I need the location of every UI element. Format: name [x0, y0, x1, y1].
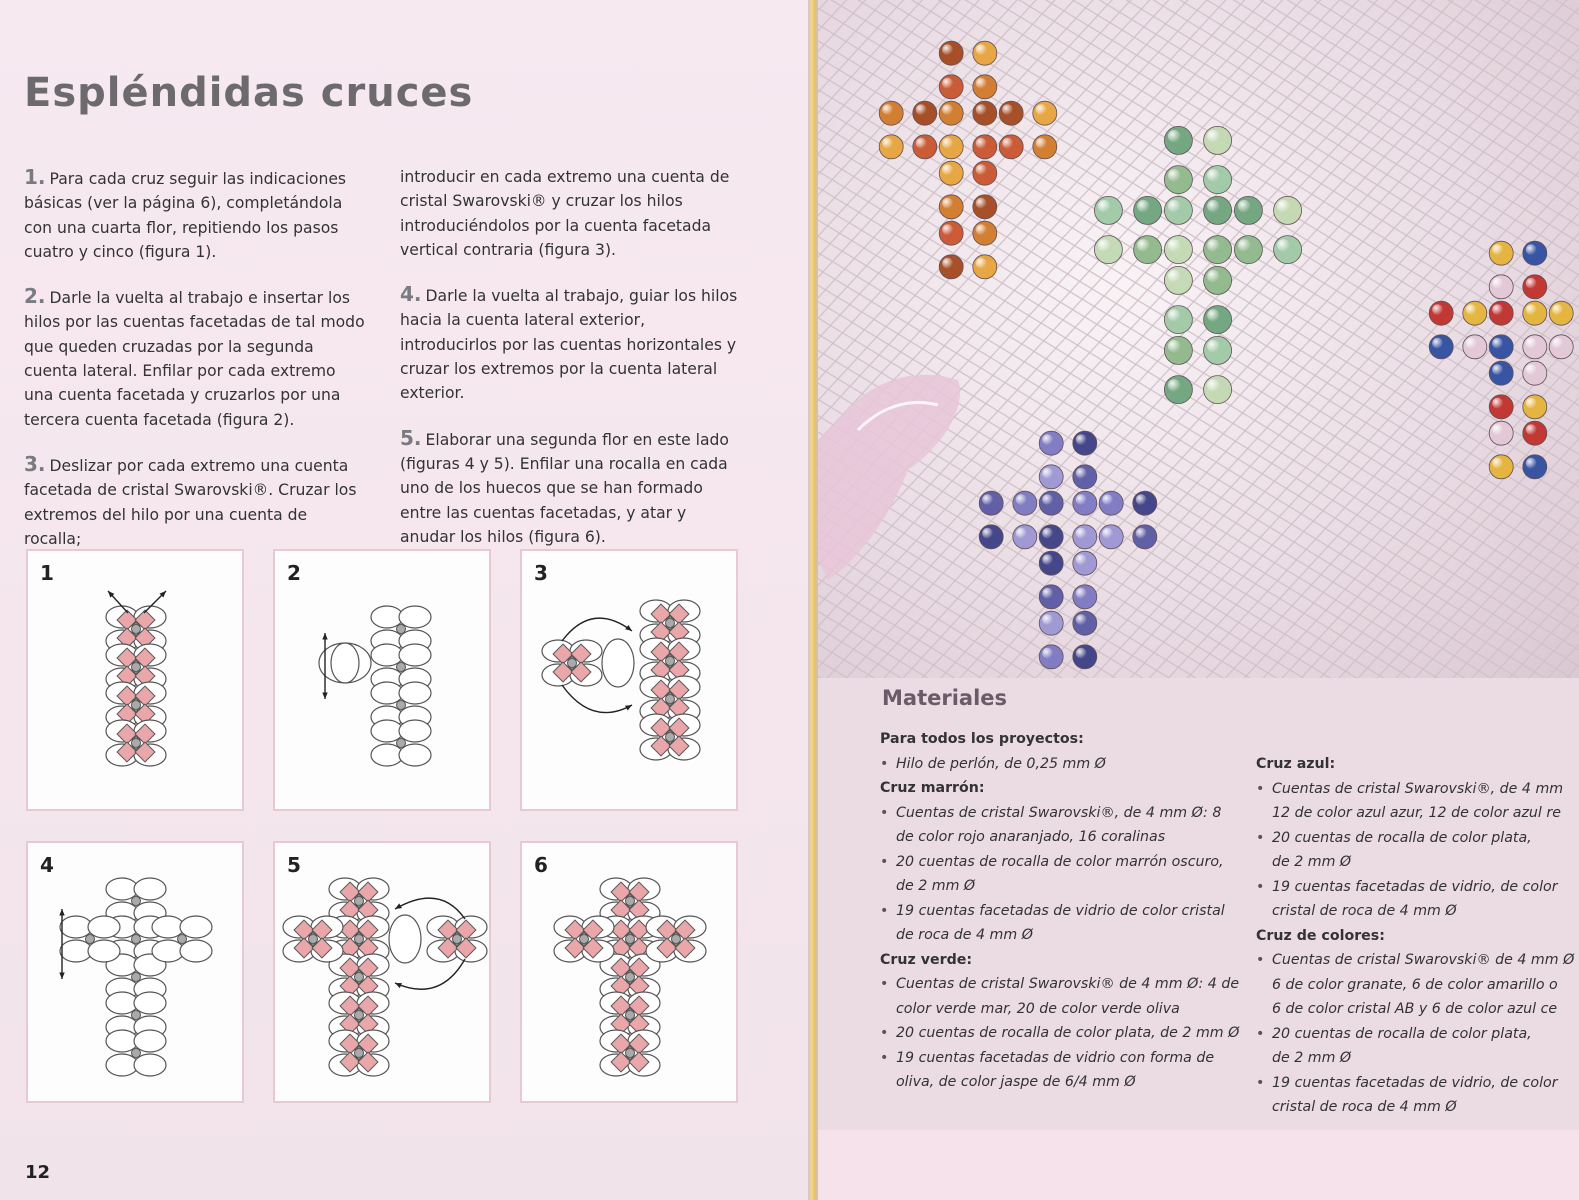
arrow-head [322, 693, 327, 699]
materials-title: Materiales [882, 686, 1008, 710]
beaded-crosses-photo [818, 0, 1579, 705]
bead-glint [1466, 338, 1477, 349]
seed-bead [397, 663, 406, 672]
bead-ring [134, 878, 166, 900]
seed-bead [580, 935, 589, 944]
bead-ring [371, 682, 403, 704]
blue-cross-heading: Cruz azul: [1256, 756, 1336, 772]
bead-glint [1168, 200, 1181, 213]
bead-glint [1016, 528, 1027, 539]
bead-glint [976, 104, 987, 115]
seed-bead [178, 935, 187, 944]
bead-glint [976, 258, 987, 269]
bead-ring [106, 1030, 138, 1052]
material-item-continued: de 2 mm Ø [1272, 1050, 1352, 1066]
bead-glint [1136, 528, 1147, 539]
material-item: • Cuentas de cristal Swarovski®, de 4 mm Ø: 8 de color rojo anaranjado, 16 coralinas [880, 801, 1240, 850]
bead-glint [1492, 338, 1503, 349]
bead-glint [1168, 309, 1181, 322]
bead-ring [371, 606, 403, 628]
figure-4-diagram [28, 843, 246, 1105]
step-1: 1. Para cada cruz seguir las indicaciones básicas (ver la página 6), completándola con una cuarta flor, repitiendo los pasos cuatro y cinco (figura 1). [24, 165, 347, 261]
seed-bead [672, 935, 681, 944]
bead-glint [1526, 424, 1537, 435]
bead-glint [1526, 458, 1537, 469]
bead-glint [1526, 364, 1537, 375]
book-spine [808, 0, 818, 1200]
bead-glint [1207, 270, 1220, 283]
seed-bead [309, 935, 318, 944]
photo-illustration [818, 0, 1579, 705]
seed-bead [132, 663, 141, 672]
bead-ring [180, 916, 212, 938]
seed-bead [132, 1011, 141, 1020]
step-4: 4. Darle la vuelta al trabajo, guiar los hilos hacia la cuenta lateral exterior, introducirlos por las cuentas horizontales y cruzar los extremos por la cuenta lateral exterior. [400, 282, 738, 403]
bead-glint [1076, 494, 1087, 505]
bead-glint [1238, 239, 1251, 252]
step-2: 2. Darle la vuelta al trabajo e insertar los hilos por las cuentas facetadas de tal modo que queden cruzadas por la segunda cuenta lateral. Enfilar por cada extremo una cuenta facetada y cruzarlos por una tercera cuenta facetada (figura 2). [24, 284, 365, 429]
material-item: • 19 cuentas facetadas de vidrio de color cristal de roca de 4 mm Ø [880, 899, 1240, 948]
bead-glint [882, 138, 893, 149]
thread-arrow [562, 618, 632, 641]
seed-bead [626, 935, 635, 944]
bead-glint [1492, 458, 1503, 469]
bead-glint [1168, 340, 1181, 353]
bead-glint [1136, 494, 1147, 505]
bead-glint [1492, 304, 1503, 315]
material-item: • 19 cuentas facetadas de vidrio con forma de oliva, de color jaspe de 6/4 mm Ø [880, 1046, 1240, 1095]
bead-glint [1526, 244, 1537, 255]
bead-glint [1277, 200, 1290, 213]
seed-bead [568, 659, 577, 668]
bead-glint [1207, 379, 1220, 392]
bead-glint [1076, 588, 1087, 599]
bead-glint [1168, 239, 1181, 252]
bead-ring [134, 1054, 166, 1076]
bead-glint [1207, 130, 1220, 143]
arrow-head [59, 909, 64, 915]
bead-glint [1102, 528, 1113, 539]
bead-ring [88, 940, 120, 962]
bead-glint [942, 258, 953, 269]
bead-ring [60, 916, 92, 938]
arrow-head [59, 973, 64, 979]
bead-ring [331, 643, 359, 683]
bead-glint [1036, 138, 1047, 149]
bead-glint [1552, 304, 1563, 315]
bead-glint [916, 138, 927, 149]
bead-glint [1526, 338, 1537, 349]
bead-glint [916, 104, 927, 115]
bead-glint [1277, 239, 1290, 252]
material-item: • Cuentas de cristal Swarovski®, de 4 mm [1256, 777, 1579, 802]
bead-glint [1207, 309, 1220, 322]
bead-ring [371, 644, 403, 666]
bead-glint [1238, 200, 1251, 213]
material-item: • 19 cuentas facetadas de vidrio, de color [1256, 875, 1579, 900]
seed-bead [626, 897, 635, 906]
instructions-column-left [24, 165, 369, 571]
materials-list-left [880, 727, 1240, 1095]
bead-glint [942, 224, 953, 235]
bead-glint [942, 138, 953, 149]
bead-glint [1552, 338, 1563, 349]
material-item-continued: de 2 mm Ø [1272, 854, 1352, 870]
bead-glint [976, 164, 987, 175]
bead-glint [1042, 648, 1053, 659]
bead-glint [1168, 270, 1181, 283]
bead-ring [152, 916, 184, 938]
bead-ring [602, 639, 634, 687]
figure-1-diagram [28, 551, 246, 813]
figure-2: 2 [273, 549, 491, 811]
material-item: • Hilo de perlón, de 0,25 mm Ø [880, 752, 1240, 777]
seed-bead [86, 935, 95, 944]
material-item-continued: cristal de roca de 4 mm Ø [1272, 903, 1457, 919]
bead-ring [60, 940, 92, 962]
figure-5: 5 [273, 841, 491, 1103]
seed-bead [666, 657, 675, 666]
seed-bead [397, 739, 406, 748]
bead-glint [1042, 588, 1053, 599]
bead-glint [976, 44, 987, 55]
bead-glint [1036, 104, 1047, 115]
instructions-column-right [400, 165, 745, 569]
seed-bead [132, 1049, 141, 1058]
figure-3-diagram [522, 551, 740, 813]
bead-glint [1466, 304, 1477, 315]
page-title: Espléndidas cruces [24, 70, 474, 116]
seed-bead [355, 897, 364, 906]
seed-bead [626, 1049, 635, 1058]
bead-glint [1526, 278, 1537, 289]
seed-bead [132, 701, 141, 710]
bead-glint [1492, 398, 1503, 409]
material-item: • 20 cuentas de rocalla de color plata, [1256, 826, 1579, 851]
seed-bead [132, 625, 141, 634]
bead-glint [976, 198, 987, 209]
seed-bead [397, 701, 406, 710]
bead-ring [371, 744, 403, 766]
material-item-continued: 12 de color azul azur, 12 de color azul re [1272, 805, 1561, 821]
bead-glint [1042, 528, 1053, 539]
bead-glint [1076, 614, 1087, 625]
seed-bead [132, 739, 141, 748]
step-5: 5. Elaborar una segunda flor en este lado (figuras 4 y 5). Enfilar una rocalla en cada uno de los huecos que se han formado entre las cuentas facetadas, y atar y anudar los hilos (figura 6). [400, 425, 729, 546]
material-item: • Cuentas de cristal Swarovski® de 4 mm Ø: 4 de color verde mar, 20 de color verde oliva [880, 972, 1240, 1021]
bead-glint [1168, 379, 1181, 392]
bead-glint [1526, 304, 1537, 315]
materials-list-right [1256, 752, 1579, 1120]
bead-glint [1492, 278, 1503, 289]
seed-bead [626, 973, 635, 982]
bead-glint [1526, 398, 1537, 409]
bead-glint [942, 164, 953, 175]
bead-glint [1432, 304, 1443, 315]
bead-ring [152, 940, 184, 962]
seed-bead [666, 733, 675, 742]
bead-glint [1002, 104, 1013, 115]
bead-glint [942, 44, 953, 55]
step-3-continued: introducir en cada extremo una cuenta de cristal Swarovski® y cruzar los hilos introduciéndolos por la cuenta facetada vertical contraria (figura 3). [400, 168, 730, 259]
material-item-continued: 6 de color cristal AB y 6 de color azul ce [1272, 1001, 1558, 1017]
bead-ring [180, 940, 212, 962]
bead-glint [1207, 169, 1220, 182]
bead-ring [399, 644, 431, 666]
figure-3: 3 [520, 549, 738, 811]
material-item: • 19 cuentas facetadas de vidrio, de color [1256, 1071, 1579, 1096]
material-item-continued: 6 de color granate, 6 de color amarillo o [1272, 976, 1558, 993]
figure-2-diagram [275, 551, 493, 813]
bead-glint [976, 224, 987, 235]
bead-glint [976, 78, 987, 89]
bead-glint [982, 494, 993, 505]
bead-glint [1076, 648, 1087, 659]
all-projects-heading: Para todos los proyectos: [880, 731, 1084, 747]
arrow-head [322, 633, 327, 639]
bead-glint [1207, 239, 1220, 252]
bead-glint [1492, 364, 1503, 375]
bead-glint [1098, 200, 1111, 213]
material-item: • Cuentas de cristal Swarovski® de 4 mm Ø [1256, 948, 1579, 973]
bead-ring [389, 915, 421, 963]
bead-ring [371, 720, 403, 742]
seed-bead [453, 935, 462, 944]
bead-glint [1207, 340, 1220, 353]
bead-glint [982, 528, 993, 539]
bead-glint [1102, 494, 1113, 505]
bead-glint [1002, 138, 1013, 149]
bead-glint [1042, 434, 1053, 445]
bead-ring [134, 1030, 166, 1052]
bead-glint [942, 104, 953, 115]
seed-bead [355, 973, 364, 982]
bead-glint [882, 104, 893, 115]
bead-glint [942, 198, 953, 209]
bead-glint [1042, 468, 1053, 479]
material-item: • 20 cuentas de rocalla de color plata, de 2 mm Ø [880, 1021, 1240, 1046]
bead-glint [1207, 200, 1220, 213]
bead-glint [1076, 528, 1087, 539]
bead-ring [399, 606, 431, 628]
step-3: 3. Deslizar por cada extremo una cuenta facetada de cristal Swarovski®. Cruzar los extremos del hilo por una cuenta de rocalla; [24, 451, 357, 548]
bead-ring [134, 992, 166, 1014]
right-page [818, 0, 1579, 1200]
material-item: • 20 cuentas de rocalla de color plata, [1256, 1022, 1579, 1047]
bead-glint [1042, 554, 1053, 565]
arrow-head [625, 625, 632, 631]
bead-glint [1432, 338, 1443, 349]
bead-ring [399, 720, 431, 742]
figure-6-diagram [522, 843, 740, 1105]
figure-4: 4 [26, 841, 244, 1103]
bead-ring [399, 682, 431, 704]
bead-glint [1016, 494, 1027, 505]
page-number: 12 [25, 1162, 51, 1183]
bead-glint [1076, 468, 1087, 479]
figure-1: 1 [26, 549, 244, 811]
seed-bead [355, 1011, 364, 1020]
figure-5-diagram [275, 843, 493, 1105]
seed-bead [355, 1049, 364, 1058]
thread-arrow [562, 685, 632, 713]
bead-ring [106, 992, 138, 1014]
bead-glint [1076, 434, 1087, 445]
bead-ring [88, 916, 120, 938]
bead-glint [1137, 239, 1150, 252]
seed-bead [132, 935, 141, 944]
bead-glint [1168, 169, 1181, 182]
seed-bead [666, 695, 675, 704]
bead-glint [1076, 554, 1087, 565]
seed-bead [626, 1011, 635, 1020]
bead-glint [1098, 239, 1111, 252]
bead-ring [106, 1054, 138, 1076]
bead-glint [1042, 494, 1053, 505]
bead-ring [399, 744, 431, 766]
seed-bead [397, 625, 406, 634]
bead-glint [1137, 200, 1150, 213]
figure-6: 6 [520, 841, 738, 1103]
bead-glint [1492, 424, 1503, 435]
brown-cross-heading: Cruz marrón: [880, 780, 985, 796]
bead-glint [942, 78, 953, 89]
seed-bead [132, 973, 141, 982]
green-cross-heading: Cruz verde: [880, 951, 973, 968]
material-item: • 20 cuentas de rocalla de color marrón oscuro, de 2 mm Ø [880, 850, 1240, 899]
bead-glint [976, 138, 987, 149]
bead-glint [1492, 244, 1503, 255]
seed-bead [132, 897, 141, 906]
bead-glint [1042, 614, 1053, 625]
seed-bead [355, 935, 364, 944]
colors-cross-heading: Cruz de colores: [1256, 927, 1385, 944]
material-item-continued: cristal de roca de 4 mm Ø [1272, 1099, 1457, 1115]
bead-glint [1168, 130, 1181, 143]
bead-ring [106, 878, 138, 900]
seed-bead [666, 619, 675, 628]
